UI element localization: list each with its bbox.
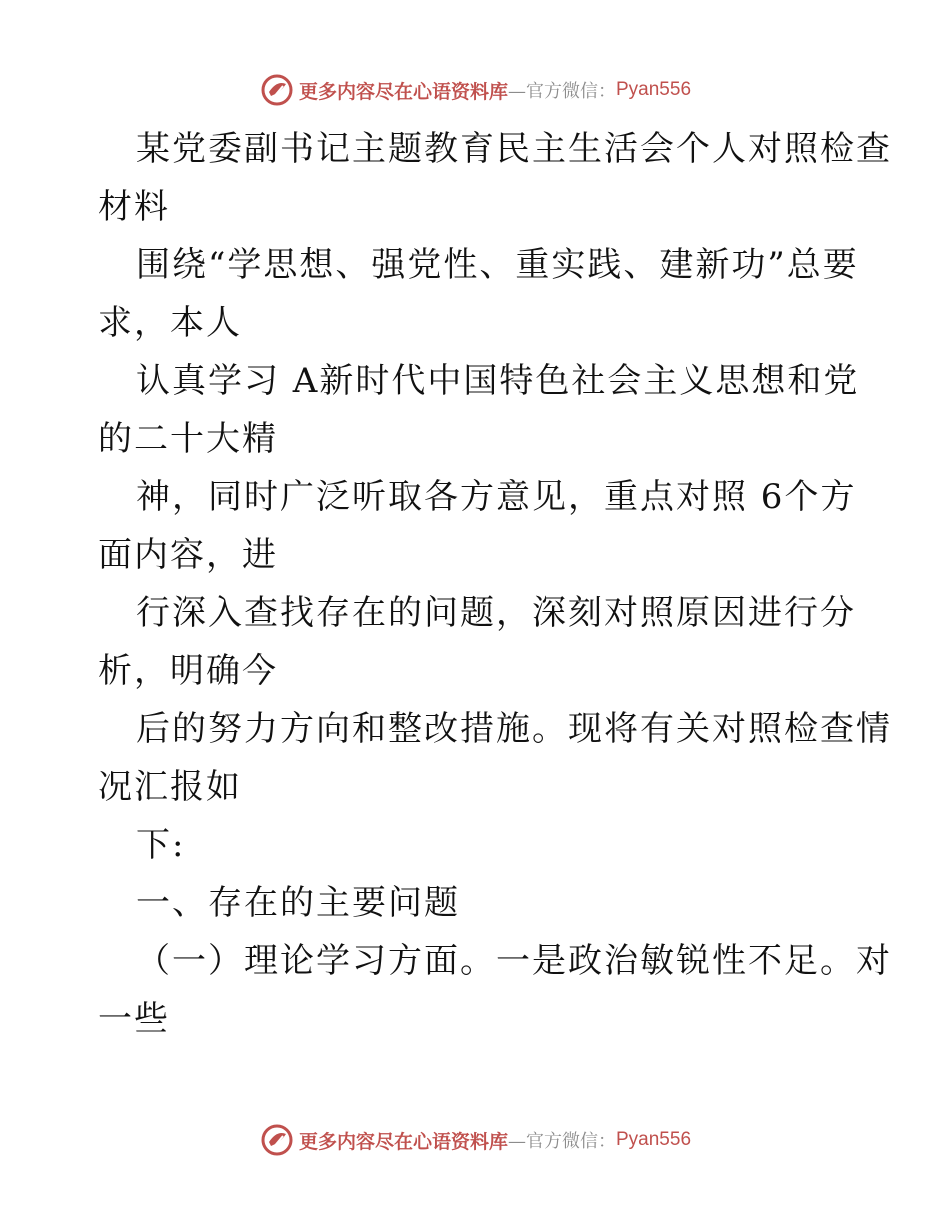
watermark-contact-id: Pyan556: [616, 79, 692, 100]
paragraph-line: 行深入查找存在的问题，深刻对照原因进行分: [136, 593, 856, 633]
watermark-brand-text: 更多内容尽在心语资料库: [298, 1130, 508, 1153]
brand-logo-icon: [259, 1122, 295, 1158]
paragraph-line: 下:: [136, 825, 186, 865]
watermark-contact-label: —官方微信：: [508, 81, 616, 102]
paragraph-line: 析，明确今: [98, 651, 278, 691]
paragraph-line: 后的努力方向和整改措施。现将有关对照检查情: [136, 709, 892, 749]
paragraph-line: 的二十大精: [98, 419, 278, 459]
watermark-brand-text: 更多内容尽在心语资料库: [298, 80, 508, 103]
watermark-contact-label: —官方微信：: [508, 1131, 616, 1152]
footer-watermark: [0, 1120, 950, 1160]
watermark-contact-id: Pyan556: [616, 1129, 692, 1150]
header-watermark: [0, 70, 950, 110]
paragraph-line: （一）理论学习方面。一是政治敏锐性不足。对: [136, 941, 892, 981]
paragraph-line: 求，本人: [98, 303, 242, 343]
document-body: [98, 120, 892, 1048]
paragraph-line: 况汇报如: [98, 767, 242, 807]
doc-title-line-2: 材料: [98, 187, 170, 227]
brand-logo-icon: [259, 72, 295, 108]
paragraph-line: 神，同时广泛听取各方意见，重点对照 6个方: [136, 477, 857, 517]
paragraph-line: 围绕“学思想、强党性、重实践、建新功”总要: [136, 245, 859, 285]
section-heading: 一、存在的主要问题: [136, 883, 460, 923]
paragraph-line: 认真学习 A新时代中国特色社会主义思想和党: [136, 361, 860, 401]
paragraph-line: 面内容，进: [98, 535, 278, 575]
doc-title-line-1: 某党委副书记主题教育民主生活会个人对照检查: [136, 129, 892, 169]
paragraph-line: 一些: [98, 999, 170, 1039]
